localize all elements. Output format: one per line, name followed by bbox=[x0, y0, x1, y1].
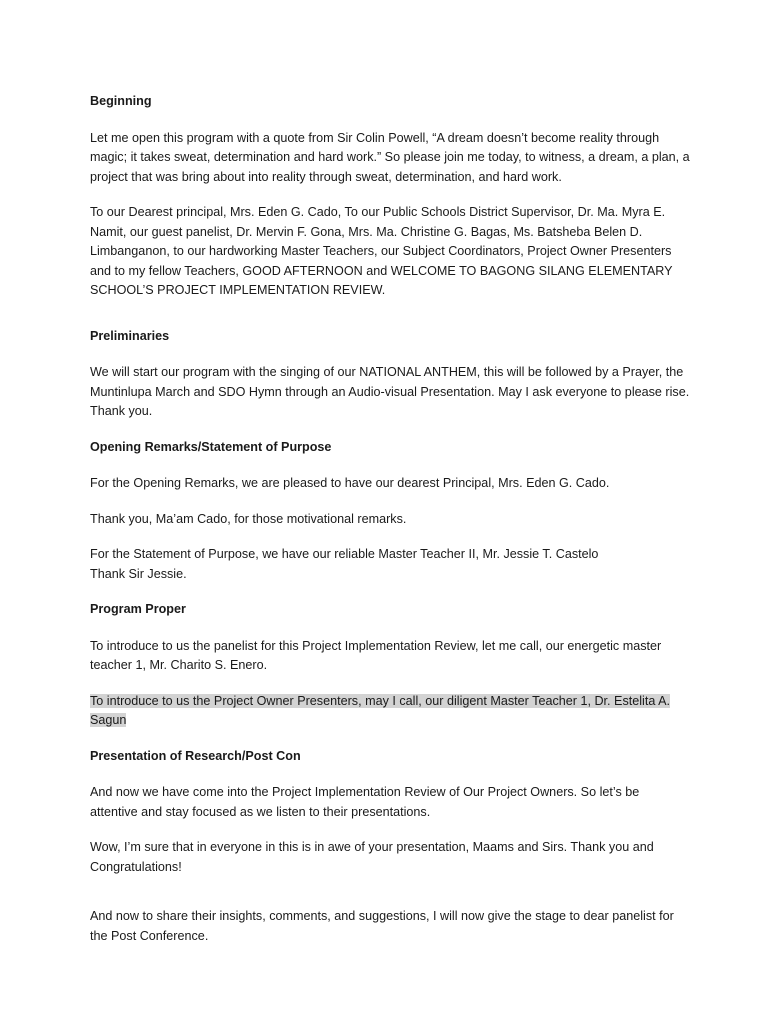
paragraph-introduce-presenters bbox=[90, 692, 690, 731]
paragraph-introduce-panelist: To introduce to us the panelist for this Project Implementation Review, let me call, our energetic master teacher 1, Mr. Charito S. Enero. bbox=[90, 638, 662, 672]
paragraph-congratulations: Wow, I’m sure that in everyone in this is in awe of your presentation, Maams and Sirs. Thank you and Congratulations! bbox=[90, 840, 654, 874]
paragraph-post-conference: And now to share their insights, comments, and suggestions, I will now give the stage to dear panelist for the Post Conference. bbox=[90, 909, 674, 943]
paragraph-statement-of-purpose bbox=[90, 545, 690, 584]
paragraph-greetings: To our Dearest principal, Mrs. Eden G. Cado, To our Public Schools District Supervisor, Dr. Ma. Myra E. Namit, our guest panelist, Dr. Mervin F. Gona, Mrs. Ma. Christine G. Bagas, Ms. Batsheba Belen D. Limbanganon, to our hardworking Master Teachers, our Subject Coordinators, Project Owner Presenters and to my fellow Teachers, GOOD AFTERNOON and WELCOME TO BAGONG SILANG ELEMENTARY SCHOOL’S PROJECT IMPLEMENTATION REVIEW. bbox=[90, 205, 673, 297]
paragraph-thank-you-cado: Thank you, Ma’am Cado, for those motivational remarks. bbox=[90, 511, 407, 526]
highlighted-text: To introduce to us the Project Owner Presenters, may I call, our diligent Master Teacher 1, Dr. Estelita A. Sagun bbox=[90, 693, 671, 727]
thank-sir-jessie-line: Thank Sir Jessie. bbox=[90, 566, 187, 581]
statement-of-purpose-line: For the Statement of Purpose, we have our reliable Master Teacher II, Mr. Jessie T. Castelo bbox=[90, 547, 599, 561]
paragraph-opening-remarks: For the Opening Remarks, we are pleased to have our dearest Principal, Mrs. Eden G. Cado. bbox=[90, 476, 610, 490]
document-page bbox=[90, 92, 690, 962]
paragraph-project-review: And now we have come into the Project Implementation Review of Our Project Owners. So let’s be attentive and stay focused as we listen to their presentations. bbox=[90, 785, 640, 819]
heading-preliminaries: Preliminaries bbox=[90, 328, 170, 343]
heading-program-proper: Program Proper bbox=[90, 602, 186, 616]
paragraph-national-anthem: We will start our program with the singing of our NATIONAL ANTHEM, this will be followed by a Prayer, the Muntinlupa March and SDO Hymn through an Audio-visual Presentation. May I ask everyone to please rise. Thank you. bbox=[90, 365, 690, 418]
heading-beginning: Beginning bbox=[90, 94, 152, 108]
heading-presentation: Presentation of Research/Post Con bbox=[90, 748, 301, 763]
paragraph-opening-quote: Let me open this program with a quote from Sir Colin Powell, “A dream doesn’t become reality through magic; it takes sweat, determination and hard work.” So please join me today, to witness, a dream, a plan, a project that was bring about into reality through sweat, determination, and hard work. bbox=[90, 130, 690, 184]
heading-opening-remarks: Opening Remarks/Statement of Purpose bbox=[90, 439, 332, 454]
